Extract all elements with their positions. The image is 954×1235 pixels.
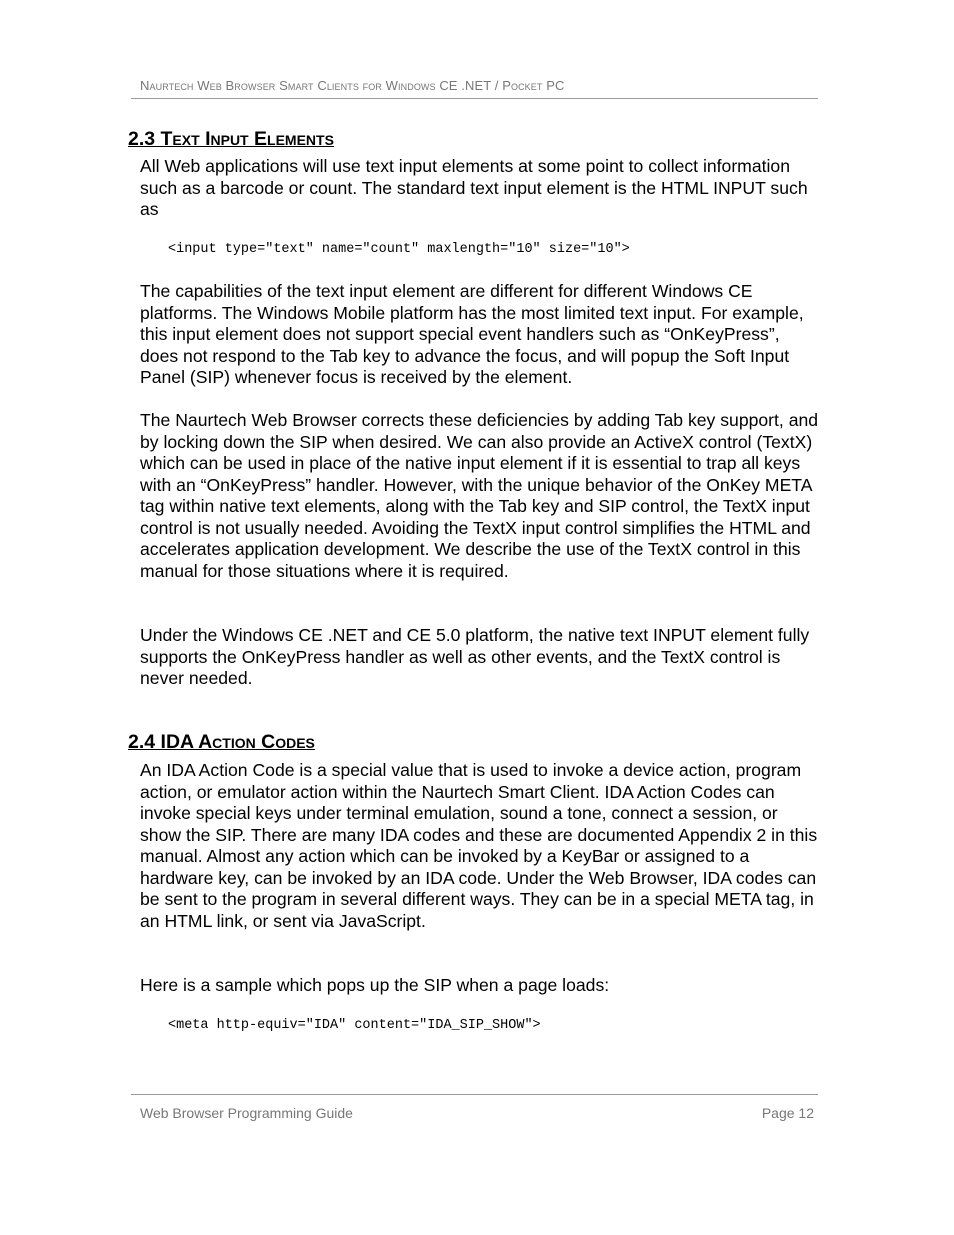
paragraph-ida-intro: An IDA Action Code is a special value that is used to invoke a device action, program action, or emulator action within the Naurtech Smart Client. IDA Action Codes can invoke special keys under terminal emulation, sound a tone, connect a session, or show the SIP. There are many IDA codes and these are documented Appendix 2 in this manual. Almost any action which can be invoked by a KeyBar or assigned to a hardware key, can be invoked by an IDA code. Under the Web Browser, IDA codes can be sent to the program in several different ways. They can be in a special META tag, in an HTML link, or sent via JavaScript. xyxy=(140,760,818,931)
paragraph-ida-sample-intro: Here is a sample which pops up the SIP when a page loads: xyxy=(140,975,610,995)
page-footer xyxy=(131,1094,818,1125)
paragraph-text-input-capabilities: The capabilities of the text input element are different for different Windows CE platforms. The Windows Mobile platform has the most limited text input. For example, this input element does not support special event handlers such as “OnKeyPress”, does not respond to the Tab key to advance the focus, and will popup the Soft Input Panel (SIP) whenever focus is received by the element. xyxy=(140,281,804,387)
footer-page-number: Page 12 xyxy=(761,1105,814,1121)
section-heading-2-4: 2.4 IDA Action Codes xyxy=(128,731,315,753)
footer-doc-title: Web Browser Programming Guide xyxy=(140,1105,353,1121)
paragraph-browser-corrections: The Naurtech Web Browser corrects these deficiencies by adding Tab key support, and by locking down the SIP when desired. We can also provide an ActiveX control (TextX) which can be used in place of the native input element if it is essential to trap all keys with an “OnKeyPress” handler. However, with the unique behavior of the OnKey META tag within native text elements, along with the Tab key and SIP control, the TextX input control is not usually needed. Avoiding the TextX input control simplifies the HTML and accelerates application development. We describe the use of the TextX control in this manual for those situations where it is required. xyxy=(140,410,819,581)
section-heading-2-3: 2.3 Text Input Elements xyxy=(128,128,334,150)
paragraph-ce-net-support: Under the Windows CE .NET and CE 5.0 platform, the native text INPUT element fully supports the OnKeyPress handler as well as other events, and the TextX control is never needed. xyxy=(140,625,810,688)
code-sample-input: <input type="text" name="count" maxlength="10" size="10"> xyxy=(168,242,630,257)
page-header xyxy=(131,74,818,99)
code-sample-meta: <meta http-equiv="IDA" content="IDA_SIP_SHOW"> xyxy=(168,1018,541,1033)
running-title: Naurtech Web Browser Smart Clients for Windows CE .NET / Pocket PC xyxy=(140,78,565,93)
paragraph-text-input-intro: All Web applications will use text input elements at some point to collect information such as a barcode or count. The standard text input element is the HTML INPUT such as xyxy=(140,156,808,219)
